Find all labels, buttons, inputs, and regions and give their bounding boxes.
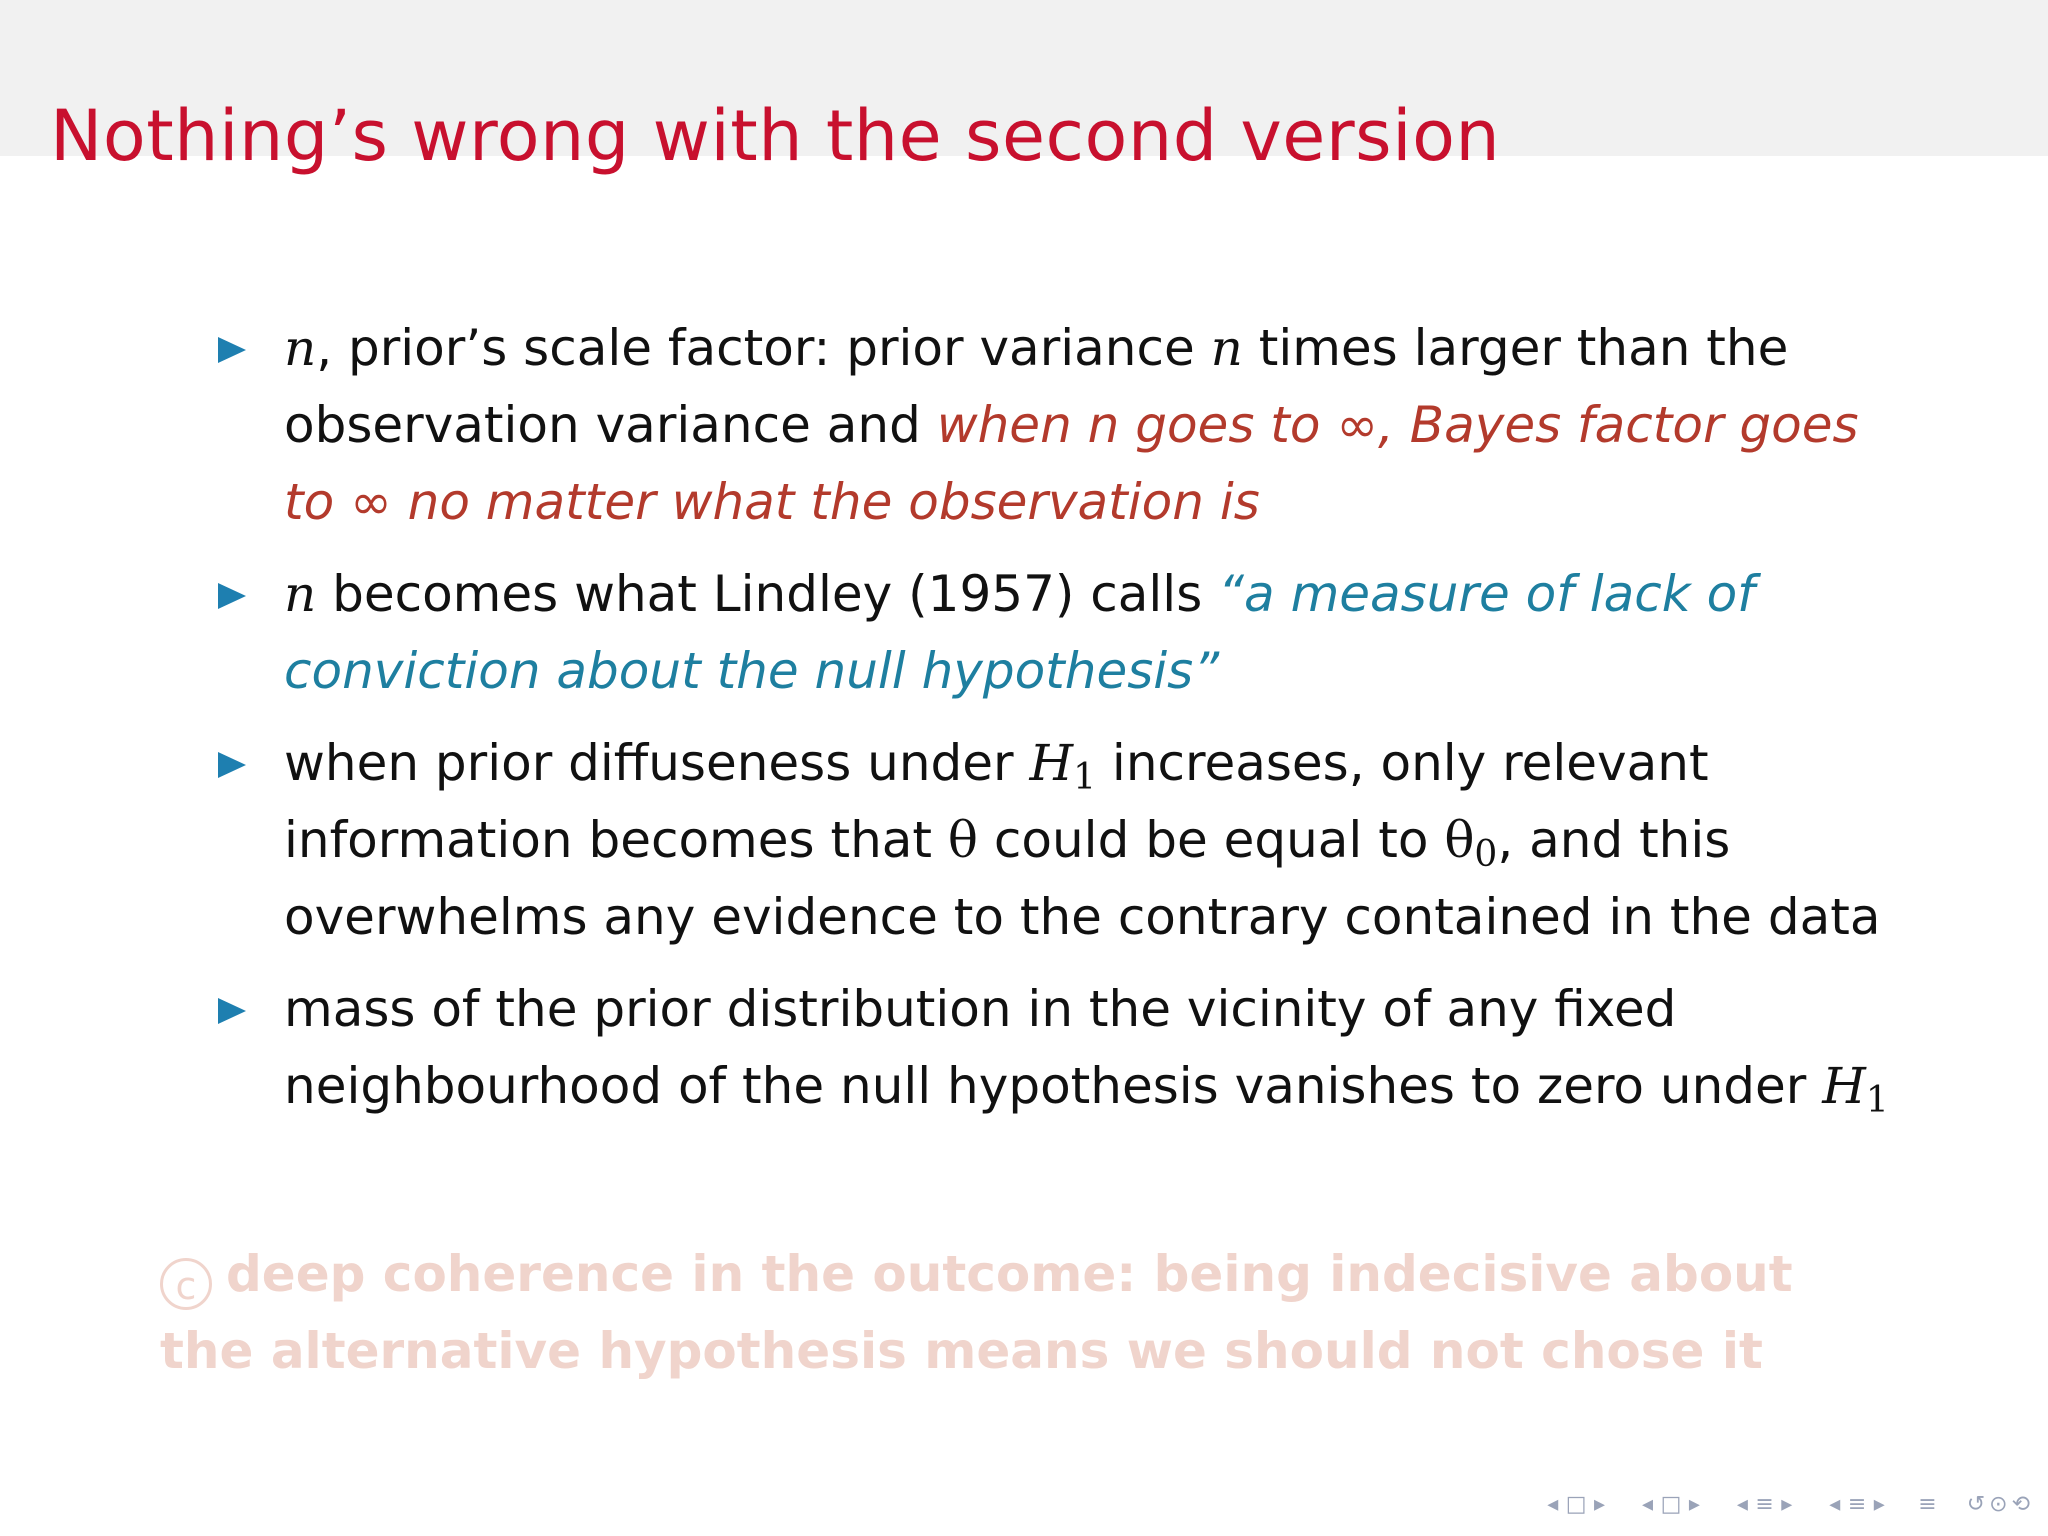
nav-prev-arrow-icon[interactable]: ◂ xyxy=(1547,1491,1559,1517)
nav-next-arrow-icon[interactable]: ▸ xyxy=(1688,1491,1700,1517)
nav-prev-arrow-icon[interactable]: ◂ xyxy=(1642,1491,1654,1517)
nav-subsection-icon[interactable]: ≡ xyxy=(1755,1491,1774,1517)
triangle-bullet-icon xyxy=(218,583,246,609)
bullet-text: when prior diffuseness under xyxy=(284,734,1030,792)
bullet-list xyxy=(212,310,1912,1140)
math-theta0: θ xyxy=(1444,811,1475,869)
triangle-bullet-icon xyxy=(218,752,246,778)
math-H: H xyxy=(1822,1057,1866,1115)
nav-prev-arrow-icon[interactable]: ◂ xyxy=(1829,1491,1841,1517)
slide-title: Nothing’s wrong with the second version xyxy=(50,94,1501,177)
triangle-bullet-icon xyxy=(218,337,246,363)
nav-forward-icon[interactable]: ⟲ xyxy=(2011,1491,2030,1517)
math-n: n xyxy=(284,319,317,377)
triangle-bullet-icon xyxy=(218,998,246,1024)
quote-text: “a measure of lack of conviction about the null hypothesis” xyxy=(284,565,1755,700)
bullet-text: becomes what Lindley (1957) calls xyxy=(316,565,1219,623)
nav-next-arrow-icon[interactable]: ▸ xyxy=(1594,1491,1606,1517)
bullet-text: increases, only relevant information becomes that xyxy=(284,734,1709,869)
bullet-text: times larger than the observation variance and xyxy=(284,319,1789,454)
math-subscript: 1 xyxy=(1073,757,1097,798)
bullet-item-3 xyxy=(212,725,1912,956)
conclusion-text-block xyxy=(160,1236,1860,1390)
bullet-item-2 xyxy=(212,556,1912,710)
nav-back-icon[interactable]: ↺ xyxy=(1966,1491,1986,1517)
bullet-text: , prior’s scale factor: prior variance xyxy=(316,319,1211,377)
emphasis-text: when n goes to ∞, Bayes factor goes to ∞ no matter what the observation is xyxy=(284,396,1859,531)
nav-prev-arrow-icon[interactable]: ◂ xyxy=(1736,1491,1748,1517)
beamer-navigation-bar xyxy=(1544,1488,2030,1520)
bullet-text: , and this overwhelms any evidence to the contrary contained in the data xyxy=(284,811,1881,946)
bullet-item-4 xyxy=(212,971,1912,1125)
copyright-icon: c xyxy=(160,1258,212,1310)
bullet-text: could be equal to xyxy=(978,811,1445,869)
nav-next-arrow-icon[interactable]: ▸ xyxy=(1781,1491,1793,1517)
title-bar xyxy=(0,0,2048,177)
bullet-text: mass of the prior distribution in the vicinity of any fixed neighbourhood of the null hypothesis vanishes to zero under xyxy=(284,980,1823,1115)
math-H: H xyxy=(1029,734,1074,792)
nav-document-icon[interactable]: ≡ xyxy=(1918,1491,1937,1517)
conclusion-text: deep coherence in the outcome: being indecisive about the alternative hypothesis means we should not chose it xyxy=(160,1245,1793,1380)
math-subscript: 0 xyxy=(1474,834,1498,875)
math-n: n xyxy=(1210,319,1243,377)
math-theta: θ xyxy=(947,811,979,869)
nav-frame-icon[interactable]: □ xyxy=(1565,1491,1587,1517)
nav-slides-icon[interactable]: □ xyxy=(1660,1491,1682,1517)
math-subscript: 1 xyxy=(1865,1080,1889,1121)
bullet-item-1 xyxy=(212,310,1912,541)
nav-next-arrow-icon[interactable]: ▸ xyxy=(1873,1491,1885,1517)
nav-search-icon[interactable]: ⊙ xyxy=(1989,1491,2008,1517)
math-n: n xyxy=(284,565,317,623)
nav-section-icon[interactable]: ≡ xyxy=(1847,1491,1867,1517)
